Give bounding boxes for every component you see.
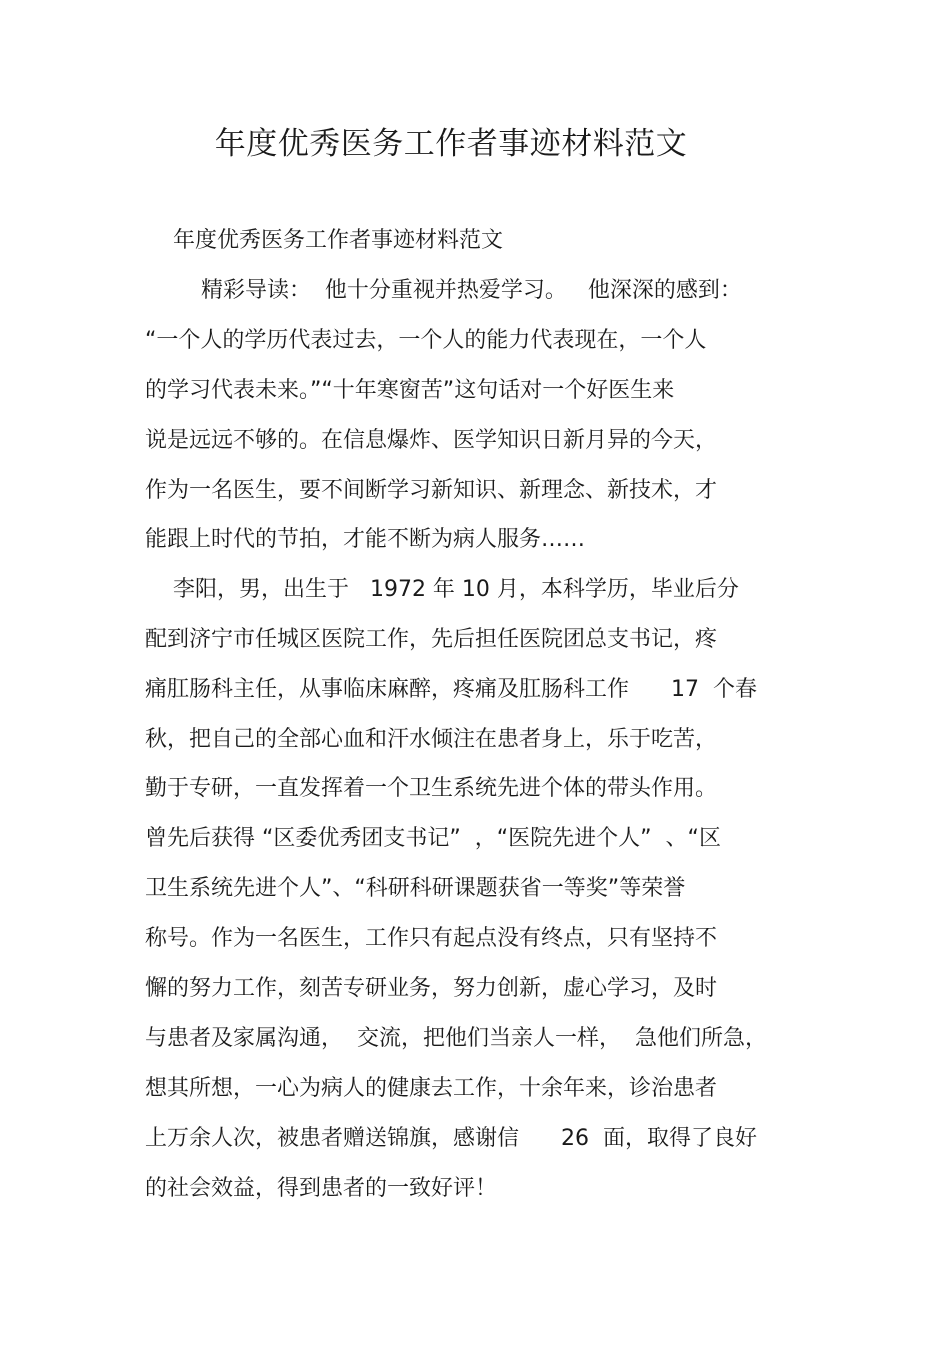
body-line: 秋，把自己的全部心血和汗水倾注在患者身上，乐于吃苦， xyxy=(145,727,718,752)
body-line: 想其所想，一心为病人的健康去工作，十余年来，诊治患者 xyxy=(145,1076,718,1101)
body-line: 与患者及家属沟通， 交流，把他们当亲人一样， 急他们所急， xyxy=(145,1026,767,1051)
body-line: 上万余人次，被患者赠送锦旗，感谢信 26 面，取得了良好 xyxy=(145,1126,757,1151)
body-line: 配到济宁市任城区医院工作，先后担任医院团总支书记，疼 xyxy=(145,627,718,652)
intro-line: 说是远远不够的。在信息爆炸、医学知识日新月异的今天， xyxy=(145,428,718,453)
body-line: 称号。作为一名医生，工作只有起点没有终点，只有坚持不 xyxy=(145,926,718,951)
intro-line: “一个人的学历代表过去，一个人的能力代表现在，一个人 xyxy=(145,328,707,353)
body-line: 卫生系统先进个人”、“科研科研课题获省一等奖”等荣誉 xyxy=(145,876,686,901)
intro-line: 的学习代表未来。”“十年寒窗苦”这句话对一个好医生来 xyxy=(145,378,675,403)
document-title: 年度优秀医务工作者事迹材料范文 xyxy=(214,126,688,162)
body-line: 曾先后获得 “区委优秀团支书记” ，“医院先进个人” 、“区 xyxy=(145,826,721,851)
body-line: 李阳，男，出生于 1972 年 10 月，本科学历，毕业后分 xyxy=(145,577,739,602)
body-line: 勤于专研，一直发挥着一个卫生系统先进个体的带头作用。 xyxy=(145,776,718,801)
body-line: 痛肛肠科主任，从事临床麻醉，疼痛及肛肠科工作 17 个春 xyxy=(145,677,757,702)
body-line: 的社会效益，得到患者的一致好评！ xyxy=(145,1176,498,1201)
subtitle-line: 年度优秀医务工作者事迹材料范文 xyxy=(145,228,503,253)
intro-line: 能跟上时代的节拍，才能不断为病人服务…… xyxy=(145,527,586,552)
intro-line: 精彩导读： 他十分重视并热爱学习。 他深深的感到： xyxy=(145,278,742,303)
intro-line: 作为一名医生，要不间断学习新知识、新理念、新技术，才 xyxy=(145,478,718,503)
body-line: 懈的努力工作，刻苦专研业务，努力创新，虚心学习，及时 xyxy=(145,976,718,1001)
